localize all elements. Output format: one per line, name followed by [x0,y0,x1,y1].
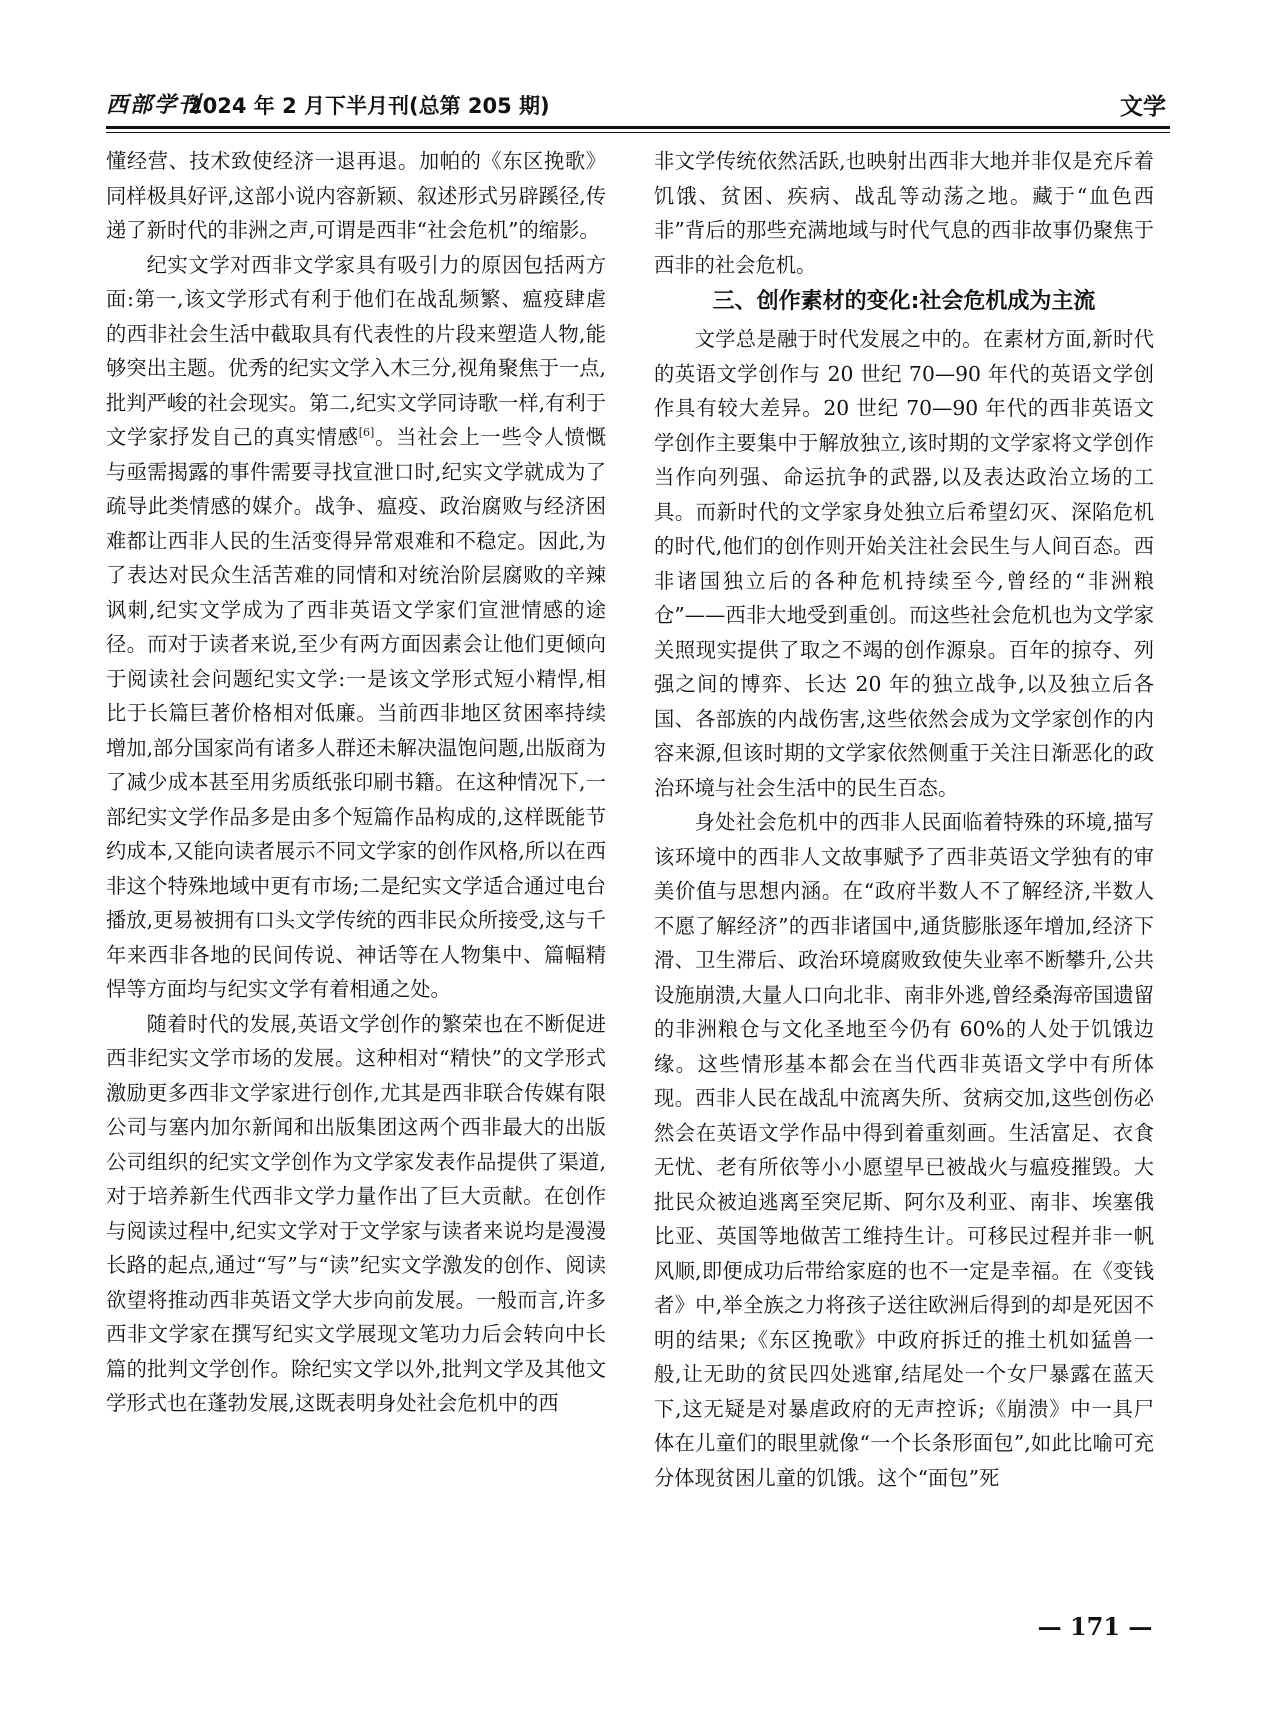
paragraph: 随着时代的发展,英语文学创作的繁荣也在不断促进西非纪实文学市场的发展。这种相对“精快”的文学形式激励更多西非文学家进行创作,尤其是西非联合传媒有限公司与塞内加尔新闻和出版集团这两个西非最大的出版公司组织的纪实文学创作为文学家发表作品提供了渠道,对于培养新生代西非文学力量作出了巨大贡献。在创作与阅读过程中,纪实文学对于文学家与读者来说均是漫漫长路的起点,通过“写”与“读”纪实文学激发的创作、阅读欲望将推动西非英语文学大步向前发展。一般而言,许多西非文学家在撰写纪实文学展现文笔功力后会转向中长篇的批判文学创作。除纪实文学以外,批判文学及其他文学形式也在蓬勃发展,这既表明身处社会危机中的西 [106,1011,606,1415]
paragraph: 身处社会危机中的西非人民面临着特殊的环境,描写该环境中的西非人文故事赋予了西非英语文学独有的审美价值与思想内涵。在“政府半数人不了解经济,半数人不愿了解经济”的西非诸国中,通货膨胀逐年增加,经济下滑、卫生滞后、政治环境腐败致使失业率不断攀升,公共设施崩溃,大量人口向北非、南非外逃,曾经桑海帝国遗留的非洲粮仓与文化圣地至今仍有 60%的人处于饥饿边缘。这些情形基本都会在当代西非英语文学中有所体现。西非人民在战乱中流离失所、贫病交加,这些创伤必然会在英语文学作品中得到着重刻画。生活富足、衣食无忧、老有所依等小小愿望早已被战火与瘟疫摧毁。大批民众被迫逃离至突尼斯、阿尔及利亚、南非、埃塞俄比亚、英国等地做苦工维持生计。可移民过程并非一帆风顺,即便成功后带给家庭的也不一定是幸福。在《变钱者》中,举全族之力将孩子送往欧洲后得到的却是死因不明的结果;《东区挽歌》中政府拆迁的推土机如猛兽一般,让无助的贫民四处逃窜,结尾处一个女尸暴露在蓝天下,这无疑是对暴虐政府的无声控诉;《崩溃》中一具尸体在儿童们的眼里就像“一个长条形面包”,如此比喻可充分体现贫困儿童的饥饿。这个“面包”死 [654,810,1154,1490]
header-rule-thin [106,132,1170,133]
left-column [106,144,606,1421]
journal-logo: 西部学刊 [106,92,203,118]
right-column [654,144,1154,1495]
section-heading: 三、创作素材的变化:社会危机成为主流 [712,289,1096,314]
paragraph: 懂经营、技术致使经济一退再退。加帕的《东区挽歌》同样极具好评,这部小说内容新颖、叙述形式另辟蹊径,传递了新时代的非洲之声,可谓是西非“社会危机”的缩影。 [106,149,606,242]
running-header [106,86,1170,126]
header-rule-thick [106,126,1170,129]
page-number: — 171 — [1037,1612,1153,1641]
paragraph: 非文学传统依然活跃,也映射出西非大地并非仅是充斥着饥饿、贫困、疾病、战乱等动荡之地。藏于“血色西非”背后的那些充满地域与时代气息的西非故事仍聚焦于西非的社会危机。 [654,149,1154,277]
section-label: 文学 [1120,94,1166,120]
paragraph [106,248,606,1007]
citation-ref: [6] [358,426,375,440]
issue-info: 2024 年 2 月下半月刊(总第 205 期) [188,94,550,118]
paragraph: 文学总是融于时代发展之中的。在素材方面,新时代的英语文学创作与 20 世纪 70—90 年代的英语文学创作具有较大差异。20 世纪 70—90 年代的西非英语文学创作主要集中于解放独立,该时期的文学家将文学创作当作向列强、命运抗争的武器,以及表达政治立场的工具。而新时代的文学家身处独立后希望幻灭、深陷危机的时代,他们的创作则开始关注社会民生与人间百态。西非诸国独立后的各种危机持续至今,曾经的“非洲粮仓”——西非大地受到重创。而这些社会危机也为文学家关照现实提供了取之不竭的创作源泉。百年的掠夺、列强之间的博弈、长达 20 年的独立战争,以及独立后各国、各部族的内战伤害,这些依然会成为文学家创作的内容来源,但该时期的文学家依然侧重于关注日渐恶化的政治环境与社会生活中的民生百态。 [654,327,1154,800]
paragraph-text: 。当社会上一些令人愤慨与亟需揭露的事件需要寻找宣泄口时,纪实文学就成为了疏导此类情感的媒介。战争、瘟疫、政治腐败与经济困难都让西非人民的生活变得异常艰难和不稳定。因此,为了表达对民众生活苦难的同情和对统治阶层腐败的辛辣讽刺,纪实文学成为了西非英语文学家们宣泄情感的途径。而对于读者来说,至少有两方面因素会让他们更倾向于阅读社会问题纪实文学:一是该文学形式短小精悍,相比于长篇巨著价格相对低廉。当前西非地区贫困率持续增加,部分国家尚有诸多人群还未解决温饱问题,出版商为了减少成本甚至用劣质纸张印刷书籍。在这种情况下,一部纪实文学作品多是由多个短篇作品构成的,这样既能节约成本,又能向读者展示不同文学家的创作风格,所以在西非这个特殊地域中更有市场;二是纪实文学适合通过电台播放,更易被拥有口头文学传统的西非民众所接受,这与千年来西非各地的民间传说、神话等在人物集中、篇幅精悍等方面均与纪实文学有着相通之处。 [106,425,606,1001]
paragraph-text: 纪实文学对西非文学家具有吸引力的原因包括两方面:第一,该文学形式有利于他们在战乱频繁、瘟疫肆虐的西非社会生活中截取具有代表性的片段来塑造人物,能够突出主题。优秀的纪实文学入木三分,视角聚焦于一点,批判严峻的社会现实。第二,纪实文学同诗歌一样,有利于文学家抒发自己的真实情感 [106,252,606,449]
